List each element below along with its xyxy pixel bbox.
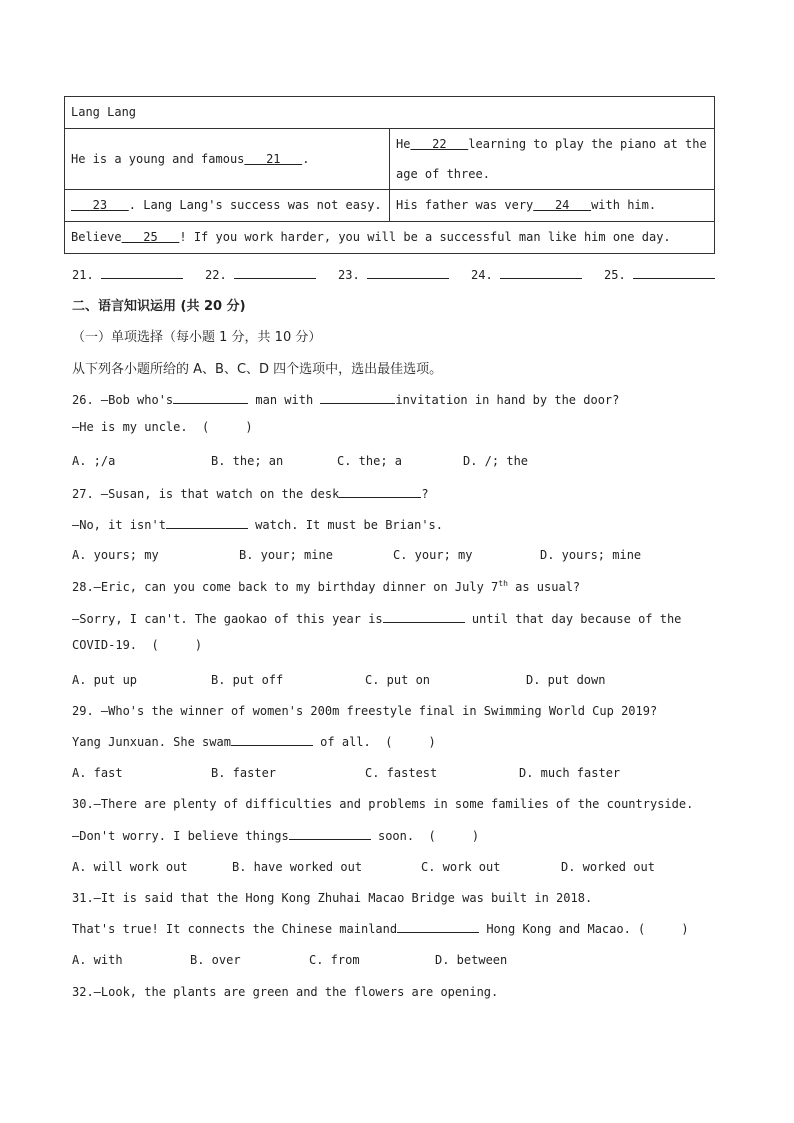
answer-item[interactable]: 25. <box>604 266 715 282</box>
question-32: 32.—Look, the plants are green and the flowers are opening. <box>72 985 499 999</box>
option-a[interactable]: A. put up <box>72 673 138 687</box>
question-31: 31.—It is said that the Hong Kong Zhuhai Macao Bridge was built in 2018. <box>72 891 593 905</box>
option-d[interactable]: D. much faster <box>519 766 621 780</box>
blank-23: 23 <box>71 198 129 212</box>
table-cell-21: He is a young and famous 21 . <box>65 129 390 190</box>
option-b[interactable]: B. have worked out <box>232 860 363 874</box>
question-28: 28.—Eric, can you come back to my birthday dinner on July 7th as usual? <box>72 579 581 594</box>
option-a[interactable]: A. yours; my <box>72 548 159 562</box>
question-30-answer: —Don't worry. I believe things soon. ( ) <box>72 829 480 843</box>
option-a[interactable]: A. will work out <box>72 860 188 874</box>
blank-24: 24 <box>533 198 592 212</box>
option-b[interactable]: B. over <box>190 953 241 967</box>
question-26-answer: —He is my uncle. ( ) <box>72 420 253 434</box>
table-cell-23: 23 . Lang Lang's success was not easy. <box>65 190 390 222</box>
question-31-answer: That's true! It connects the Chinese mainland Hong Kong and Macao. ( ) <box>72 922 689 936</box>
table-cell-22: He 22 learning to play the piano at the age of three. <box>390 129 715 190</box>
option-b[interactable]: B. put off <box>211 673 284 687</box>
blank-25: 25 <box>121 230 180 244</box>
option-b[interactable]: B. faster <box>211 766 277 780</box>
option-c[interactable]: C. your; my <box>393 548 473 562</box>
question-28-answer: —Sorry, I can't. The gaokao of this year is until that day because of the <box>72 612 682 626</box>
option-d[interactable]: D. yours; mine <box>540 548 642 562</box>
option-a[interactable]: A. ;/a <box>72 454 116 468</box>
table-cell-24: His father was very 24 with him. <box>390 190 715 222</box>
section-title: 二、语言知识运用 (共 20 分) <box>72 299 246 314</box>
option-b[interactable]: B. the; an <box>211 454 284 468</box>
answer-item[interactable]: 24. <box>471 266 582 282</box>
option-c[interactable]: C. work out <box>421 860 501 874</box>
answer-item[interactable]: 21. <box>72 266 183 282</box>
option-d[interactable]: D. worked out <box>561 860 655 874</box>
option-c[interactable]: C. from <box>309 953 360 967</box>
option-c[interactable]: C. put on <box>365 673 431 687</box>
question-28-cont: COVID-19. ( ) <box>72 638 203 652</box>
instruction: 从下列各小题所给的 A、B、C、D 四个选项中，选出最佳选项。 <box>72 362 443 377</box>
option-b[interactable]: B. your; mine <box>239 548 333 562</box>
answer-item[interactable]: 23. <box>338 266 449 282</box>
option-c[interactable]: C. fastest <box>365 766 438 780</box>
question-29-answer: Yang Junxuan. She swam of all. ( ) <box>72 735 436 749</box>
question-29: 29. —Who's the winner of women's 200m freestyle final in Swimming World Cup 2019? <box>72 704 658 718</box>
question-26: 26. —Bob who's man with invitation in hand by the door? <box>72 393 620 407</box>
option-a[interactable]: A. with <box>72 953 123 967</box>
option-d[interactable]: D. put down <box>526 673 606 687</box>
option-d[interactable]: D. /; the <box>463 454 529 468</box>
table-cell-25: Believe 25 ! If you work harder, you will be a successful man like him one day. <box>65 222 715 254</box>
question-27: 27. —Susan, is that watch on the desk ? <box>72 487 429 501</box>
question-27-answer: —No, it isn't watch. It must be Brian's. <box>72 518 443 532</box>
option-d[interactable]: D. between <box>435 953 508 967</box>
part-title: （一）单项选择（每小题 1 分，共 10 分） <box>72 330 322 345</box>
question-30: 30.—There are plenty of difficulties and problems in some families of the countryside. <box>72 797 694 811</box>
option-c[interactable]: C. the; a <box>337 454 403 468</box>
answer-item[interactable]: 22. <box>205 266 316 282</box>
table-header: Lang Lang <box>65 97 715 129</box>
blank-21: 21 <box>244 151 303 166</box>
cloze-table <box>64 96 715 254</box>
blank-22: 22 <box>410 137 469 151</box>
option-a[interactable]: A. fast <box>72 766 123 780</box>
